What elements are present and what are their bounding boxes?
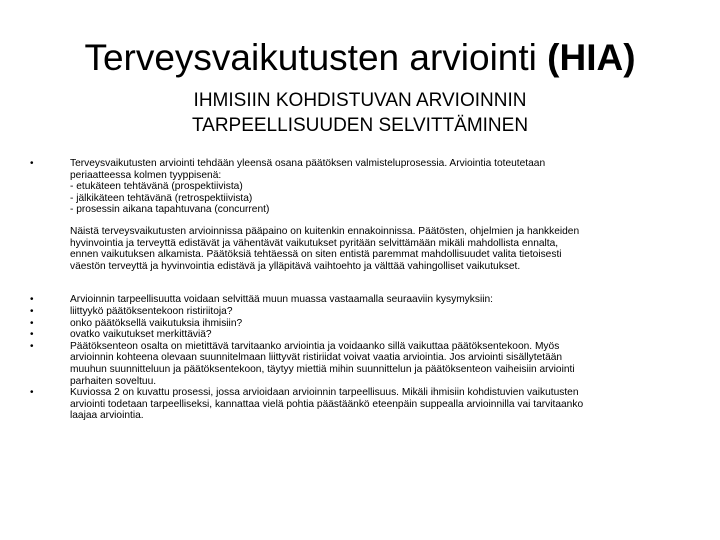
bullet-marker: • bbox=[30, 305, 34, 317]
bullet-marker: • bbox=[30, 387, 34, 399]
bullet-marker: • bbox=[30, 329, 34, 341]
slide-body bbox=[30, 158, 690, 422]
text-line: Näistä terveysvaikutusten arvioinnissa pääpaino on kuitenkin ennakoinnissa. Päätösten, ohjelmien ja hankkeiden bbox=[70, 225, 580, 237]
text-line: Kuviossa 2 on kuvattu prosessi, jossa arvioidaan arvioinnin tarpeellisuus. Mikäli ihmisiin kohdistuvien vaikutusten bbox=[70, 387, 579, 399]
text-line: ovatko vaikutukset merkittäviä? bbox=[70, 329, 212, 341]
text-line: Arvioinnin tarpeellisuutta voidaan selvittää muun muassa vastaamalla seuraaviin kysymyksiin: bbox=[70, 294, 493, 306]
text-line: periaatteessa kolmen tyyppisenä: bbox=[70, 169, 222, 181]
text-line: arvioinnin kohteena olevaan suunnitelmaan liittyvät ristiriidat voivat vaatia arviointia. Jos arviointi sisällytetään bbox=[70, 352, 563, 364]
paragraph bbox=[30, 226, 690, 272]
bullet-marker: • bbox=[30, 294, 34, 306]
bullet-marker: • bbox=[30, 158, 34, 169]
text-line: parhaiten soveltuu. bbox=[70, 375, 157, 387]
spacer bbox=[30, 272, 690, 294]
bullet-item bbox=[30, 294, 690, 306]
bullet-marker: • bbox=[30, 340, 34, 352]
bullet-item bbox=[30, 387, 690, 422]
text-line: hyvinvointia ja terveyttä edistävät ja vähentävät vaikutukset pyritään selvittämään mikäli mahdollista ennalta, bbox=[70, 237, 559, 249]
title-abbreviation: (HIA) bbox=[547, 37, 636, 78]
subtitle-line: TARPEELLISUUDEN SELVITTÄMINEN bbox=[191, 115, 529, 136]
text-line: muuhun suunnitteluun ja päätöksentekoon, täytyy miettiä mihin suunnittelun ja päätöksenteon vaiheisiin arviointi bbox=[70, 363, 575, 375]
bullet-item bbox=[30, 158, 690, 216]
bullet-marker: • bbox=[30, 317, 34, 329]
bullet-item bbox=[30, 341, 690, 387]
text-line: Päätöksenteon osalta on mietittävä tarvitaanko arviointia ja voidaanko sillä vaikuttaa päätöksentekoon. Myös bbox=[70, 340, 560, 352]
subtitle-line: IHMISIIN KOHDISTUVAN ARVIOINNIN bbox=[193, 90, 527, 111]
text-line: onko päätöksellä vaikutuksia ihmisiin? bbox=[70, 317, 243, 329]
text-line: ennen vaikutuksen alkamista. Päätöksiä tehtäessä on siten entistä paremmat mahdollisuudet valita tietoisesti bbox=[70, 249, 562, 261]
text-line: - prosessin aikana tapahtuvana (concurrent) bbox=[70, 204, 270, 216]
title-text: Terveysvaikutusten arviointi bbox=[84, 37, 548, 78]
bullet-item bbox=[30, 329, 690, 341]
text-line: Terveysvaikutusten arviointi tehdään yleensä osana päätöksen valmisteluprosessia. Arviointia toteutetaan bbox=[70, 158, 546, 169]
slide-subtitle bbox=[0, 88, 720, 138]
slide-title bbox=[0, 36, 720, 80]
bullet-item bbox=[30, 318, 690, 330]
text-line: laajaa arviointia. bbox=[70, 410, 144, 422]
text-line: liittyykö päätöksentekoon ristiriitoja? bbox=[70, 305, 233, 317]
text-line: - etukäteen tehtävänä (prospektiivista) bbox=[70, 181, 243, 193]
bullet-item bbox=[30, 306, 690, 318]
text-line: väestön terveyttä ja hyvinvointia edistävä ja ylläpitävä vaihtoehto ja välttää vahingolliset vaikutukset. bbox=[70, 260, 521, 272]
text-line: arviointi todetaan tarpeelliseksi, kannattaa vielä pohtia päästäänkö eteenpäin suppealla arvioinnilla vai tarvitaanko bbox=[70, 398, 584, 410]
text-line: - jälkikäteen tehtävänä (retrospektiivista) bbox=[70, 192, 253, 204]
